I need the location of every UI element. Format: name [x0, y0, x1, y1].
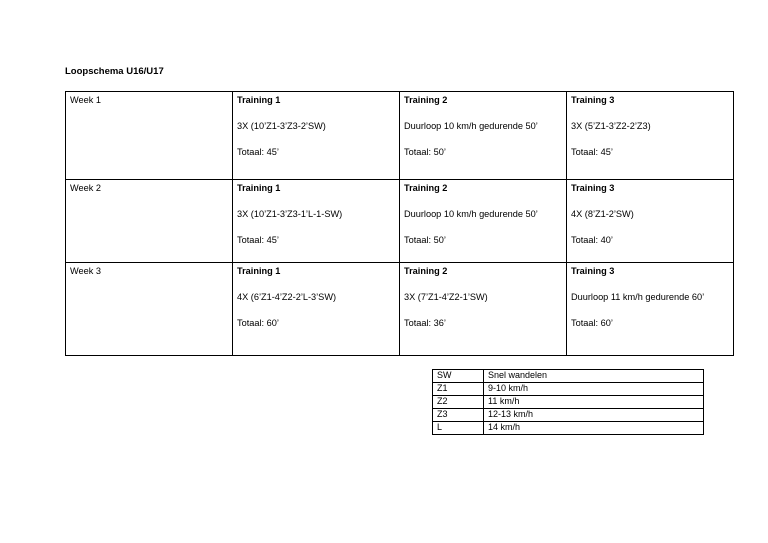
legend-row: [433, 409, 704, 422]
legend-row: [433, 370, 704, 383]
training-total: Totaal: 45’: [237, 235, 279, 245]
training-detail: 3X (10’Z1-3’Z3-1’L-1-SW): [237, 209, 343, 219]
page-title: Loopschema U16/U17: [65, 66, 164, 77]
legend-code: SW: [433, 370, 484, 383]
training-detail: Duurloop 10 km/h gedurende 50’: [404, 209, 538, 219]
legend-code: Z3: [433, 409, 484, 422]
training-detail: 3X (7’Z1-4’Z2-1’SW): [404, 292, 488, 302]
legend-meaning: 14 km/h: [484, 422, 704, 435]
training-cell: [233, 92, 400, 180]
training-cell: [567, 180, 734, 263]
training-name: Training 3: [571, 95, 615, 105]
training-total: Totaal: 50’: [404, 235, 446, 245]
training-name: Training 2: [404, 266, 448, 276]
legend-meaning: 12-13 km/h: [484, 409, 704, 422]
legend-row: [433, 383, 704, 396]
legend-table: [432, 369, 704, 435]
training-detail: 4X (6’Z1-4’Z2-2’L-3’SW): [237, 292, 337, 302]
table-row: [66, 263, 734, 356]
training-name: Training 1: [237, 183, 281, 193]
training-total: Totaal: 40’: [571, 235, 613, 245]
training-name: Training 3: [571, 266, 615, 276]
legend-meaning: 11 km/h: [484, 396, 704, 409]
training-detail: Duurloop 11 km/h gedurende 60’: [571, 292, 705, 302]
training-name: Training 1: [237, 266, 281, 276]
training-detail: 4X (8’Z1-2’SW): [571, 209, 634, 219]
week-label: Week 1: [66, 92, 233, 180]
legend-meaning: Snel wandelen: [484, 370, 704, 383]
week-label: Week 2: [66, 180, 233, 263]
legend-row: [433, 422, 704, 435]
training-name: Training 1: [237, 95, 281, 105]
training-total: Totaal: 45’: [571, 147, 613, 157]
training-total: Totaal: 60’: [571, 318, 613, 328]
training-cell: [400, 263, 567, 356]
training-name: Training 3: [571, 183, 615, 193]
training-cell: [567, 263, 734, 356]
table-row: [66, 180, 734, 263]
training-detail: 3X (10’Z1-3’Z3-2’SW): [237, 121, 326, 131]
training-detail: Duurloop 10 km/h gedurende 50’: [404, 121, 538, 131]
training-cell: [400, 92, 567, 180]
training-total: Totaal: 45’: [237, 147, 279, 157]
training-cell: [233, 263, 400, 356]
training-cell: [400, 180, 567, 263]
training-total: Totaal: 60’: [237, 318, 279, 328]
training-total: Totaal: 36’: [404, 318, 446, 328]
legend-row: [433, 396, 704, 409]
training-detail: 3X (5’Z1-3’Z2-2’Z3): [571, 121, 651, 131]
legend-code: L: [433, 422, 484, 435]
training-name: Training 2: [404, 95, 448, 105]
legend-code: Z2: [433, 396, 484, 409]
legend-meaning: 9-10 km/h: [484, 383, 704, 396]
training-cell: [567, 92, 734, 180]
training-cell: [233, 180, 400, 263]
table-row: [66, 92, 734, 180]
training-total: Totaal: 50’: [404, 147, 446, 157]
legend-code: Z1: [433, 383, 484, 396]
training-name: Training 2: [404, 183, 448, 193]
week-label: Week 3: [66, 263, 233, 356]
training-schedule-table: [65, 91, 734, 356]
